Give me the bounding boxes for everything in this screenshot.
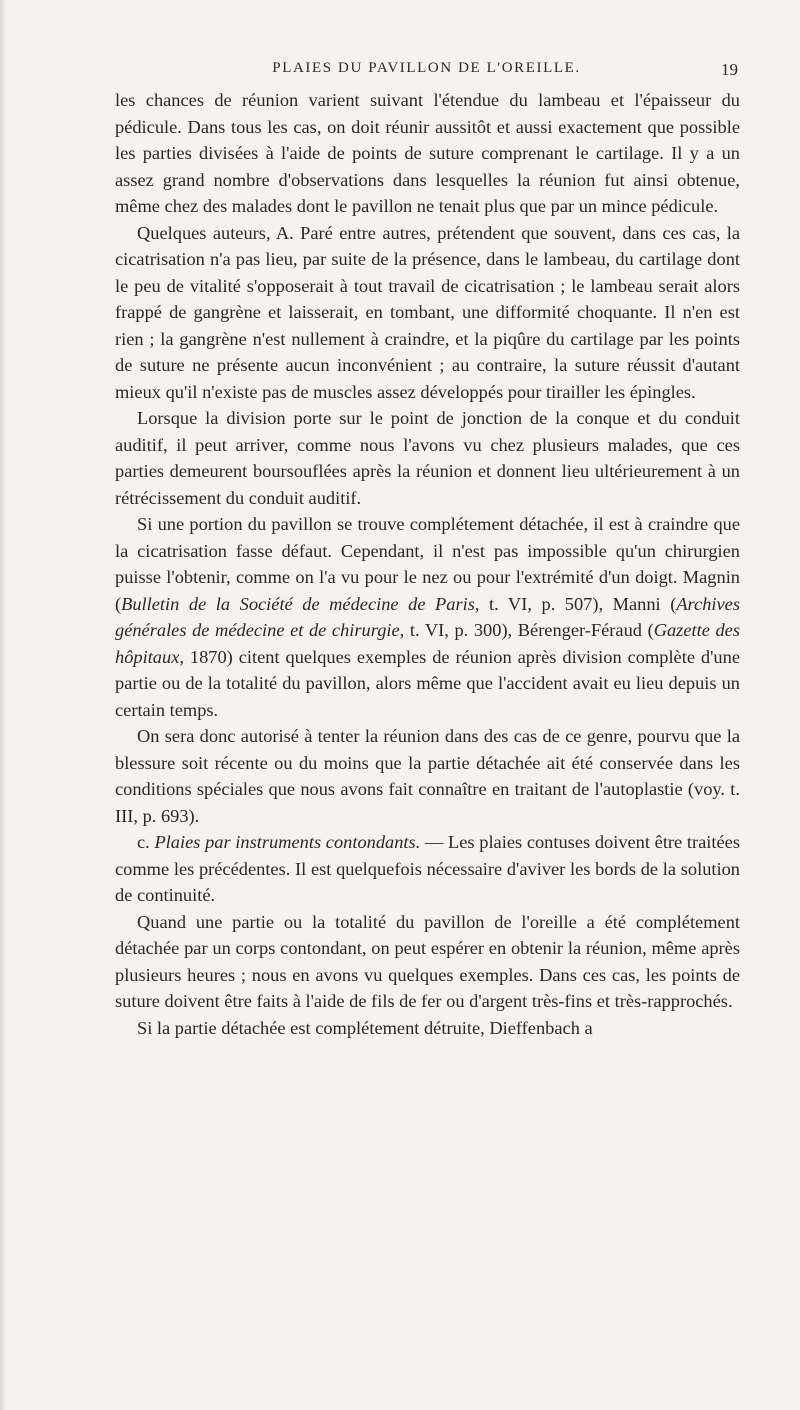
page-number: 19 <box>721 60 738 79</box>
paragraph-7: Quand une partie ou la totalité du pavillon de l'oreille a été complétement détachée par un corps contondant, on peut espérer en obtenir la réunion, même après plusieurs heures ; nous en avons vu quelques exemples. Dans ces cas, les points de suture doivent être faits à l'aide de fils de fer ou d'argent très-fins et très-rapprochés. <box>115 911 740 1011</box>
paragraph-3: Lorsque la division porte sur le point de jonction de la conque et du conduit auditif, il peut arriver, comme nous l'avons vu chez plusieurs malades, que ces parties demeurent boursouflées après la réunion et donnent lieu ultérieurement à un rétrécissement du conduit auditif. <box>115 408 740 508</box>
paragraph-5: On sera donc autorisé à tenter la réunion dans des cas de ce genre, pourvu que la blessure soit récente ou du moins que la partie détachée ait été conservée dans les conditions spéciales que nous avons fait connaître en traitant de l'autoplastie (voy. t. III, p. 693). <box>115 726 740 826</box>
subsection-heading: Plaies par instruments contondants. <box>154 832 421 852</box>
running-title: PLAIES DU PAVILLON DE L'OREILLE. <box>272 60 581 76</box>
paragraph-1: les chances de réunion varient suivant l'étendue du lambeau et l'épaisseur du pédicule. Dans tous les cas, on doit réunir aussitôt et aussi exactement que possible les parties divisées à l'aide de points de suture comprenant le cartilage. Il y a un assez grand nombre d'observations dans lesquelles la réunion fut ainsi obtenue, même chez des malades dont le pavillon ne tenait plus que par un mince pédicule. <box>115 90 740 216</box>
subsection-c <box>115 829 740 909</box>
subsection-text: — Les plaies contuses doivent être traitées comme les précédentes. Il est quelquefois nécessaire d'aviver les bords de la solution de continuité. <box>115 832 740 905</box>
paragraph-4-text-c: , t. VI, p. 300), Bérenger-Féraud ( <box>399 620 654 640</box>
paragraph-4-text-d: , 1870) citent quelques exemples de réunion après division complète d'une partie ou de la totalité du pavillon, alors même que l'accident avait eu lieu depuis un certain temps. <box>115 646 740 720</box>
body-text <box>115 87 740 1041</box>
paragraph-4 <box>115 511 740 723</box>
paragraph-2: Quelques auteurs, A. Paré entre autres, prétendent que souvent, dans ces cas, la cicatrisation n'a pas lieu, par suite de la présence, dans le lambeau, du cartilage dont le peu de vitalité s'opposerait à tout travail de cicatrisation ; le lambeau serait alors frappé de gangrène et laisserait, en tombant, une difformité choquante. Il n'en est rien ; la gangrène n'est nullement à craindre, et la piqûre du cartilage par les points de suture ne présente aucun inconvénient ; au contraire, la suture réussit d'autant mieux qu'il n'existe pas de muscles assez développés pour tirailler les épingles. <box>115 222 740 402</box>
running-head <box>115 60 738 84</box>
citation-bulletin: Bulletin de la Société de médecine de Paris <box>121 593 475 614</box>
paragraph-4-text-a: Si une portion du pavillon se trouve complétement détachée, il est à craindre que la cicatrisation fasse défaut. Cependant, il n'est pas impossible qu'un chirurgien puisse l'obtenir, comme on l'a vu pour le nez ou pour l'extrémité d'un doigt. Magnin ( <box>115 514 740 614</box>
page-binding-edge <box>0 0 6 1410</box>
paragraph-8: Si la partie détachée est complétement détruite, Dieffenbach a <box>137 1017 593 1038</box>
subsection-label: c. <box>137 832 150 852</box>
paragraph-4-text-b: , t. VI, p. 507), Manni ( <box>474 593 677 614</box>
citation-archives: Archives générales de médecine et de chirurgie <box>115 593 740 640</box>
citation-gazette: Gazette des hôpitaux <box>115 620 740 667</box>
